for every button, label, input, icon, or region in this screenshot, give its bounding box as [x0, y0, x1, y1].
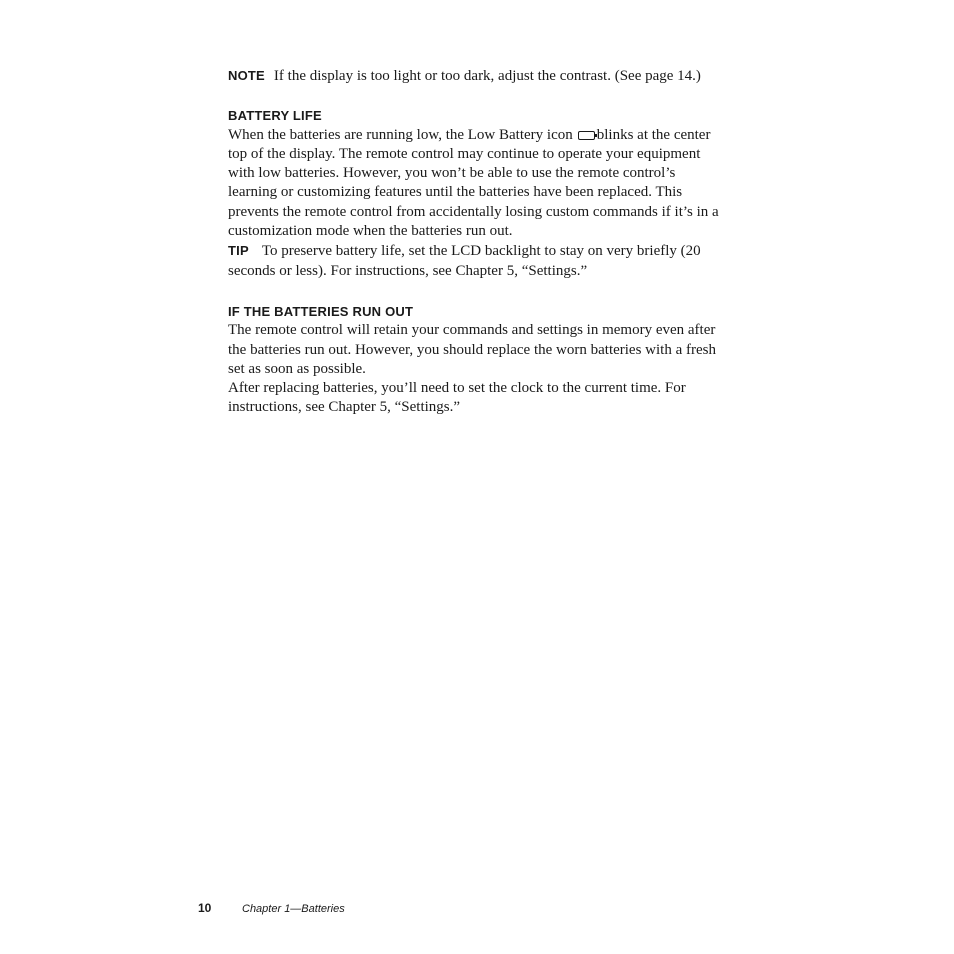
battery-life-text-end: blinks at the center top of the display. The remote control may continue to operate your equipment with low batteries. However, you won’t be able to use the remote control’s learning or customizing features until the batteries have been replaced. This prevents the remote control from accidentally losing custom commands if it’s in a customization mode when the batteries run out.	[228, 126, 719, 240]
page-number: 10	[198, 901, 212, 915]
run-out-paragraph-1: The remote control will retain your commands and settings in memory even after the batteries run out. However, you should replace the worn batteries with a fresh set as soon as possible.	[228, 322, 716, 377]
tip-label: TIP	[228, 243, 249, 259]
battery-life-paragraph	[228, 126, 720, 242]
tip-paragraph	[228, 241, 720, 281]
run-out-heading: IF THE BATTERIES RUN OUT	[228, 303, 414, 319]
page-content	[228, 66, 720, 418]
battery-life-heading: BATTERY LIFE	[228, 108, 322, 124]
battery-life-text-start: When the batteries are running low, the Low Battery icon	[228, 126, 573, 143]
note-label: NOTE	[228, 68, 265, 83]
running-footer-chapter: Chapter 1—Batteries	[242, 903, 345, 915]
page-footer	[198, 901, 345, 917]
note-text: If the display is too light or too dark, adjust the contrast. (See page 14.)	[273, 68, 701, 84]
low-battery-icon	[578, 131, 595, 140]
note-paragraph	[228, 66, 720, 86]
tip-text: To preserve battery life, set the LCD backlight to stay on very briefly (20 seconds or less). For instructions, see Chapter 5, “Settings.”	[228, 243, 701, 279]
run-out-paragraph-2: After replacing batteries, you’ll need to set the clock to the current time. For instructions, see Chapter 5, “Settings.”	[228, 380, 686, 416]
